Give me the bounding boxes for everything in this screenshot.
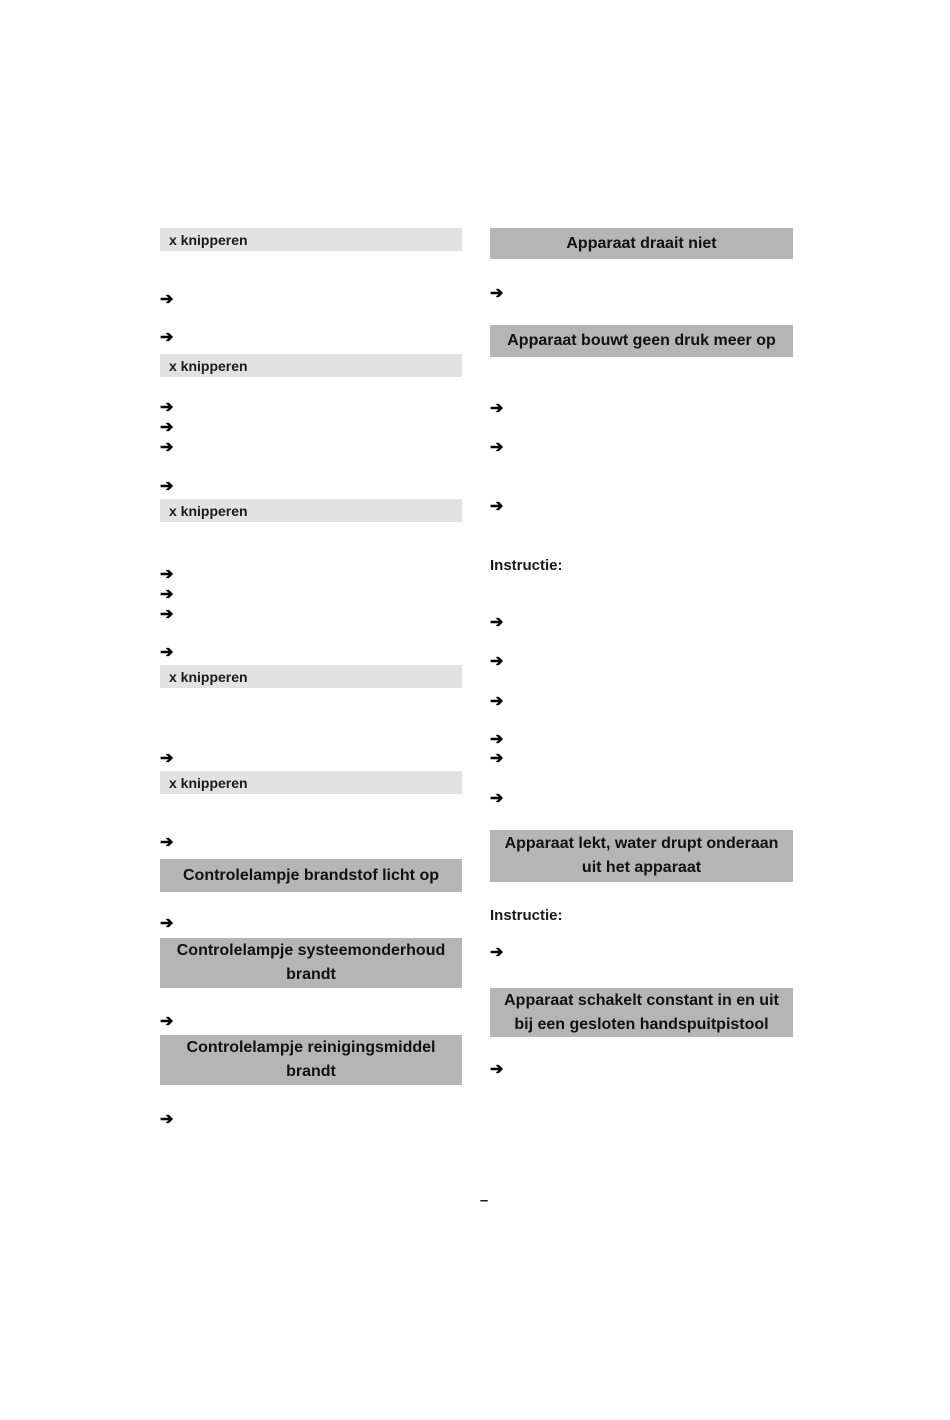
arrow-icon: ➔ [160,915,174,932]
arrow-icon: ➔ [160,586,174,603]
arrow-icon: ➔ [160,606,174,623]
fault-header-device-not-running: Apparaat draait niet [490,228,793,259]
arrow-icon: ➔ [160,478,174,495]
blink-indicator-header: x knipperen [160,228,462,251]
fault-header-system-maintenance-indicator: Controlelampje systeemonderhoud brandt [160,938,462,988]
instruction-label: Instructie: [490,557,563,574]
arrow-icon: ➔ [160,1111,174,1128]
arrow-icon: ➔ [490,750,504,767]
arrow-icon: ➔ [160,566,174,583]
arrow-icon: ➔ [160,834,174,851]
fault-header-fuel-indicator: Controlelampje brandstof licht op [160,859,462,892]
arrow-icon: ➔ [160,419,174,436]
fault-header-constant-on-off: Apparaat schakelt constant in en uit bij een gesloten handspuitpistool [490,988,793,1037]
arrow-icon: ➔ [160,644,174,661]
page-footer-marker: – [479,1192,489,1209]
arrow-icon: ➔ [490,439,504,456]
arrow-icon: ➔ [490,400,504,417]
arrow-icon: ➔ [160,329,174,346]
arrow-icon: ➔ [490,731,504,748]
blink-indicator-header: x knipperen [160,665,462,688]
arrow-icon: ➔ [490,693,504,710]
blink-indicator-header: x knipperen [160,499,462,522]
fault-header-detergent-indicator: Controlelampje reinigingsmiddel brandt [160,1035,462,1085]
arrow-icon: ➔ [490,498,504,515]
arrow-icon: ➔ [160,750,174,767]
arrow-icon: ➔ [160,291,174,308]
arrow-icon: ➔ [160,1013,174,1030]
fault-header-device-leaking: Apparaat lekt, water drupt onderaan uit het apparaat [490,830,793,882]
arrow-icon: ➔ [490,944,504,961]
arrow-icon: ➔ [490,653,504,670]
arrow-icon: ➔ [160,439,174,456]
arrow-icon: ➔ [490,790,504,807]
arrow-icon: ➔ [160,399,174,416]
fault-header-no-pressure: Apparaat bouwt geen druk meer op [490,325,793,357]
arrow-icon: ➔ [490,1061,504,1078]
arrow-icon: ➔ [490,614,504,631]
blink-indicator-header: x knipperen [160,354,462,377]
blink-indicator-header: x knipperen [160,771,462,794]
instruction-label: Instructie: [490,907,563,924]
arrow-icon: ➔ [490,285,504,302]
